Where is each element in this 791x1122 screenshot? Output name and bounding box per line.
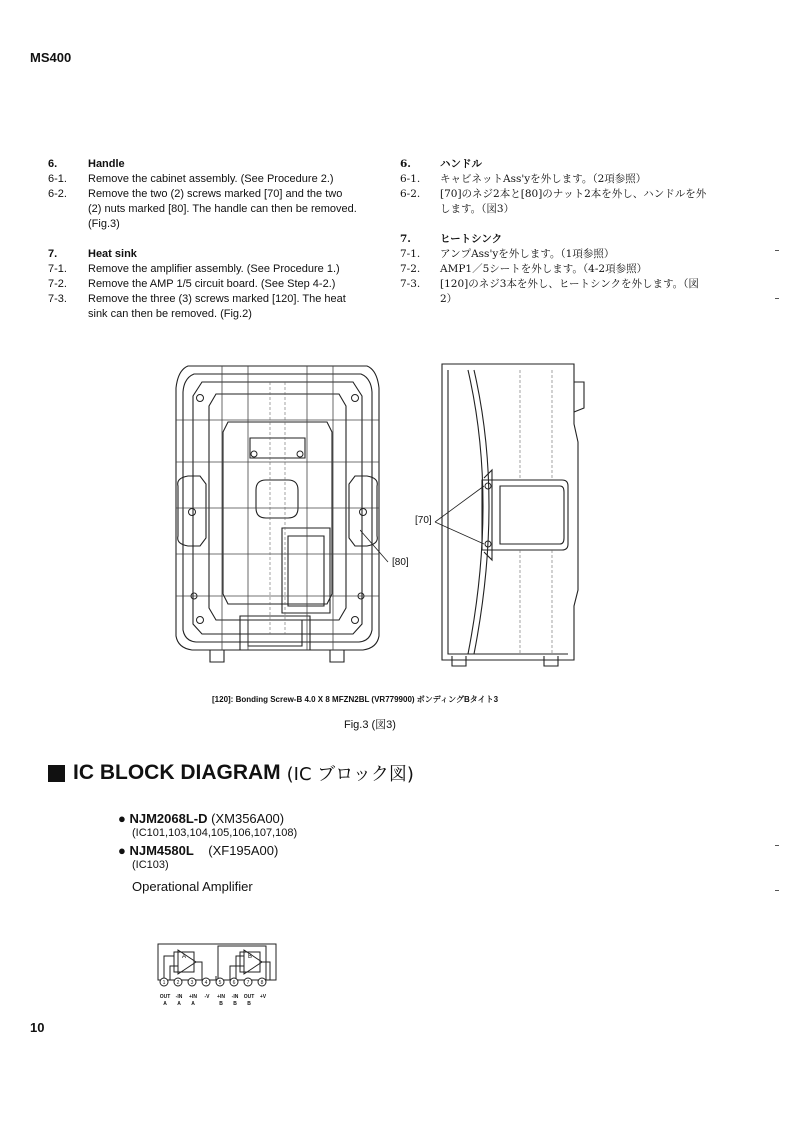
step-7-2-ja <box>400 262 710 277</box>
pin-name: -IN <box>175 994 183 1000</box>
bullet-icon: ● <box>118 843 126 858</box>
instructions-ja <box>400 157 710 307</box>
step-text: Remove the amplifier assembly. (See Procedure 1.) <box>88 263 340 275</box>
step-text: Remove the two (2) screws marked [70] and the two (2) nuts marked [80]. The handle can then be removed. (Fig.3) <box>88 188 357 230</box>
pin-name: -V <box>204 994 210 1000</box>
step-7-3 <box>48 292 358 322</box>
section-heading <box>48 760 414 786</box>
ic-description: Operational Amplifier <box>132 879 253 894</box>
step-number: 7-1. <box>48 263 67 275</box>
step-7-1 <box>48 262 358 277</box>
step-number: 7-1. <box>400 248 421 260</box>
pin-unit <box>256 1001 270 1007</box>
section-number: 6. <box>400 158 411 170</box>
step-6-2-ja <box>400 187 710 217</box>
step-7-2 <box>48 277 358 292</box>
pin-units <box>158 1001 280 1007</box>
ic-entry-1 <box>118 811 478 826</box>
step-text: Remove the AMP 1/5 circuit board. (See Step 4-2.) <box>88 278 336 290</box>
amp-a-label: A <box>181 954 187 960</box>
model-name: MS400 <box>30 50 72 65</box>
pin-unit: B <box>233 1001 237 1007</box>
pin-name: OUT <box>159 994 171 1000</box>
pin-1-number: 1 <box>162 980 166 986</box>
pin-unit: B <box>219 1001 223 1007</box>
step-text: Remove the cabinet assembly. (See Procedure 2.) <box>88 173 334 185</box>
figure-caption: [120]: Bonding Screw-B 4.0 X 8 MFZN2BL (VR779900) ボンディングBタイト3 <box>212 695 499 704</box>
section-7-heading <box>48 247 358 262</box>
section-title: ハンドル <box>440 158 482 170</box>
step-7-1-ja <box>400 247 710 262</box>
step-number: 6-2. <box>48 188 67 200</box>
ic-part-code: (XM356A00) <box>211 811 285 826</box>
section-number: 7. <box>48 248 58 260</box>
edge-mark <box>775 845 779 846</box>
ic-block-diagram <box>156 942 278 990</box>
section-heading-ja: (IC ブロック図) <box>286 764 414 785</box>
step-6-1-ja <box>400 172 710 187</box>
cabinet-rear-view-drawing <box>170 358 385 670</box>
section-6-heading <box>48 157 358 172</box>
amp-b-label: B <box>247 954 253 960</box>
step-number: 7-2. <box>48 278 67 290</box>
ic-refs: (IC103) <box>132 859 169 871</box>
pin-unit: A <box>177 1001 181 1007</box>
edge-mark <box>775 890 779 891</box>
ic-refs: (IC101,103,104,105,106,107,108) <box>132 827 298 839</box>
section-title: Heat sink <box>88 248 137 260</box>
ic-part-name: NJM2068L-D <box>129 811 208 826</box>
section-heading-text: IC BLOCK DIAGRAM <box>73 761 281 784</box>
pin-name: -IN <box>231 994 239 1000</box>
pin-name: +IN <box>217 994 225 1000</box>
ic-entry-2 <box>118 843 478 858</box>
pin-5-number: 5 <box>218 980 222 986</box>
callout-leaders <box>360 480 500 580</box>
bullet-icon: ● <box>118 811 126 826</box>
edge-mark <box>775 298 779 299</box>
section-title: Handle <box>88 158 125 170</box>
step-number: 7-3. <box>400 278 421 290</box>
step-text: Remove the three (3) screws marked [120]. The heat sink can then be removed. (Fig.2) <box>88 293 346 320</box>
callout-80: [80] <box>392 557 409 568</box>
pin-2-number: 2 <box>176 980 180 986</box>
pin-8-number: 8 <box>260 980 264 986</box>
instructions-en <box>48 157 358 322</box>
ic-part-code: (XF195A00) <box>208 843 279 858</box>
step-text: [120]のネジ3本を外し、ヒートシンクを外します。（図2） <box>440 278 699 305</box>
square-bullet-icon <box>48 765 65 782</box>
section-title: ヒートシンク <box>440 233 503 245</box>
edge-mark <box>775 250 779 251</box>
step-text: AMP1／5シートを外します。（4-2項参照） <box>440 263 648 275</box>
step-7-3-ja <box>400 277 710 307</box>
step-number: 6-1. <box>400 173 421 185</box>
pin-7-number: 7 <box>246 980 250 986</box>
section-7-heading-ja <box>400 232 710 247</box>
section-6-heading-ja <box>400 157 710 172</box>
step-6-2 <box>48 187 358 232</box>
ic-list <box>118 811 478 894</box>
pin-unit <box>200 1001 214 1007</box>
figure-title: Fig.3 (図3) <box>344 719 396 731</box>
pin-unit: A <box>163 1001 167 1007</box>
ic-part-name: NJM4580L <box>129 843 194 858</box>
pin-3-number: 3 <box>190 980 194 986</box>
pin-name: +IN <box>189 994 197 1000</box>
page-number: 10 <box>30 1020 45 1035</box>
step-6-1 <box>48 172 358 187</box>
step-text: [70]のネジ2本と[80]のナット2本を外し、ハンドルを外します。（図3） <box>440 188 707 215</box>
step-number: 7-3. <box>48 293 67 305</box>
step-number: 6-2. <box>400 188 421 200</box>
pin-names <box>158 994 280 1000</box>
pin-4-number: 4 <box>204 980 208 986</box>
step-number: 7-2. <box>400 263 421 275</box>
step-text: アンプAss'yを外します。（1項参照） <box>440 248 615 260</box>
pin-6-number: 6 <box>232 980 236 986</box>
section-number: 6. <box>48 158 58 170</box>
callout-70: [70] <box>415 515 432 526</box>
pin-unit: A <box>191 1001 195 1007</box>
step-text: キャビネットAss'yを外します。（2項参照） <box>440 173 647 185</box>
pin-name: +V <box>259 994 267 1000</box>
step-number: 6-1. <box>48 173 67 185</box>
section-number: 7. <box>400 233 411 245</box>
pin-name: OUT <box>243 994 255 1000</box>
pin-unit: B <box>247 1001 251 1007</box>
